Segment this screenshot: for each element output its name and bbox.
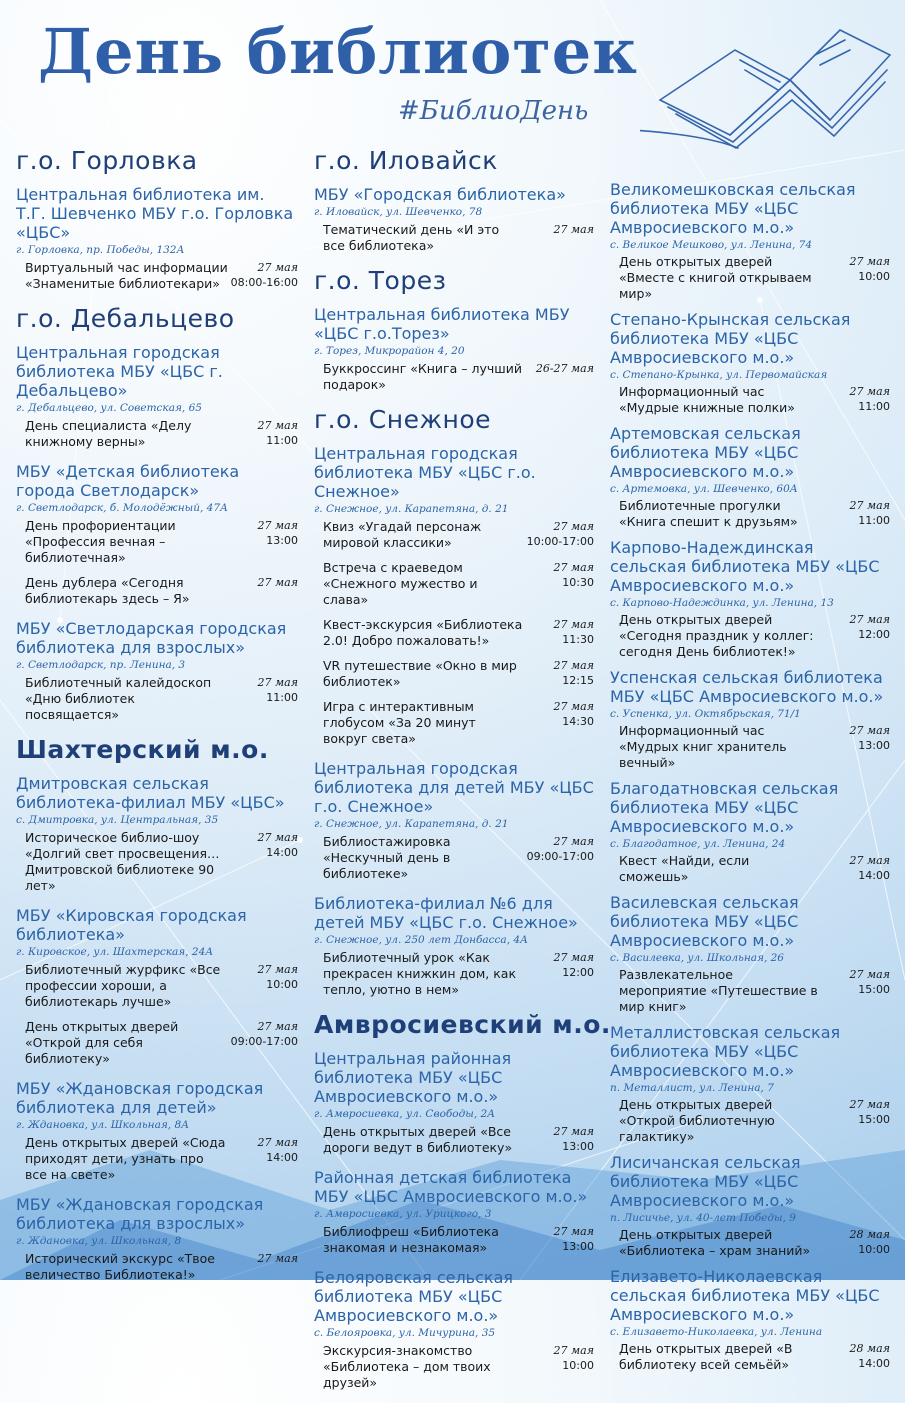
- event-date: 27 мая: [553, 659, 594, 672]
- event-time: 14:00: [858, 1357, 890, 1370]
- event-date: 27 мая: [849, 968, 890, 981]
- region-title: Шахтерский м.о.: [16, 735, 269, 764]
- event: [314, 560, 594, 608]
- event: [16, 1135, 298, 1183]
- region-title: г.о. Горловка: [16, 146, 198, 175]
- event-date: 27 мая: [553, 1225, 594, 1238]
- library-name: Карпово-Надеждинская сельская библиотека МБУ «ЦБС Амвросиевского м.о.»: [610, 538, 880, 595]
- event-date: 27 мая: [553, 520, 594, 533]
- event: [314, 519, 594, 551]
- event-date: 27 мая: [257, 261, 298, 274]
- library-address: с. Елизавето-Николаевка, ул. Ленина: [610, 1326, 823, 1338]
- event-title: Квиз «Угадай персонаж мировой классики»: [323, 519, 482, 550]
- event-time: 08:00-16:00: [230, 276, 298, 289]
- event-date: 27 мая: [849, 499, 890, 512]
- library: [610, 310, 890, 416]
- event: [610, 384, 890, 416]
- library-address: г. Ждановка, ул. Школьная, 8: [16, 1235, 182, 1247]
- event-time: 14:30: [562, 715, 594, 728]
- event-date: 27 мая: [849, 724, 890, 737]
- event-date: 27 мая: [257, 519, 298, 532]
- column-1: [16, 146, 298, 1295]
- event: [314, 361, 594, 393]
- event: [16, 962, 298, 1010]
- library-address: г. Торез, Микрорайон 4, 20: [314, 345, 465, 357]
- region-gorlovka: [16, 146, 298, 292]
- library-name: Центральная районная библиотека МБУ «ЦБС Амвросиевского м.о.»: [314, 1049, 512, 1106]
- event: [610, 1341, 890, 1373]
- event-title: Библиотечный журфикс «Все профессии хороши, а библиотекарь лучше»: [25, 962, 221, 1009]
- library-address: с. Карпово-Надеждинка, ул. Ленина, 13: [610, 597, 834, 609]
- open-book-icon: [640, 10, 895, 190]
- library-name: Библиотека-филиал №6 для детей МБУ «ЦБС г.о. Снежное»: [314, 894, 578, 932]
- event-time: 11:00: [858, 400, 890, 413]
- event-date: 27 мая: [849, 854, 890, 867]
- library-name: Лисичанская сельская библиотека МБУ «ЦБС Амвросиевского м.о.»: [610, 1153, 801, 1210]
- library-address: п. Лисичье, ул. 40-лет Победы, 9: [610, 1212, 796, 1224]
- library-name: МБУ «Ждановская городская библиотека для взрослых»: [16, 1195, 264, 1233]
- event-title: День открытых дверей «Сегодня праздник у коллег: сегодня День библиотек!»: [619, 612, 814, 659]
- library: [610, 779, 890, 885]
- event-date: 27 мая: [553, 561, 594, 574]
- event: [610, 967, 890, 1015]
- event: [16, 575, 298, 607]
- event: [16, 518, 298, 566]
- library-address: г. Кировское, ул. Шахтерская, 24А: [16, 946, 214, 958]
- library-address: с. Великое Мешково, ул. Ленина, 74: [610, 239, 813, 251]
- event-date: 27 мая: [257, 676, 298, 689]
- library: [16, 774, 298, 894]
- event: [16, 1019, 298, 1067]
- event: [610, 254, 890, 302]
- library: [16, 462, 298, 607]
- library-address: с. Дмитровка, ул. Центральная, 35: [16, 814, 219, 826]
- library: [610, 893, 890, 1015]
- library: [610, 538, 890, 660]
- event: [314, 1224, 594, 1256]
- library-address: п. Металлист, ул. Ленина, 7: [610, 1082, 774, 1094]
- event-title: День дублера «Сегодня библиотекарь здесь – Я»: [25, 575, 190, 606]
- event-date: 28 мая: [849, 1228, 890, 1241]
- library: [610, 424, 890, 530]
- event-time: 15:00: [858, 983, 890, 996]
- event-date: 27 мая: [257, 1136, 298, 1149]
- event: [610, 853, 890, 885]
- event-title: День специалиста «Делу книжному верны»: [25, 418, 192, 449]
- event: [16, 675, 298, 723]
- event-date: 27 мая: [257, 576, 298, 589]
- library-name: Центральная городская библиотека МБУ «ЦБС г.о. Снежное»: [314, 444, 536, 501]
- event-title: Библиотечный калейдоскоп «Дню библиотек посвящается»: [25, 675, 212, 722]
- event: [610, 498, 890, 530]
- region-ilovaisk: [314, 146, 594, 254]
- event-date: 27 мая: [553, 835, 594, 848]
- library-address: г. Снежное, ул. 250 лет Донбасса, 4А: [314, 934, 529, 946]
- library-name: Артемовская сельская библиотека МБУ «ЦБС Амвросиевского м.о.»: [610, 424, 801, 481]
- region-shakhtersk: [16, 735, 298, 1283]
- event-title: Буккроссинг «Книга – лучший подарок»: [323, 361, 522, 392]
- library: [16, 1079, 298, 1183]
- library-address: г. Амвросиевка, ул. Свободы, 2А: [314, 1108, 496, 1120]
- event-title: День открытых дверей «В библиотеку всей семьёй»: [619, 1341, 793, 1372]
- event: [314, 699, 594, 747]
- event-time: 12:00: [562, 966, 594, 979]
- event-title: VR путешествие «Окно в мир библиотек»: [323, 658, 517, 689]
- library: [16, 343, 298, 450]
- event: [16, 1251, 298, 1283]
- event-title: Встреча с краеведом «Снежного мужество и слава»: [323, 560, 478, 607]
- event-time: 10:00: [858, 270, 890, 283]
- column-2: [314, 146, 611, 1403]
- event-date: 27 мая: [849, 385, 890, 398]
- event-date: 27 мая: [553, 618, 594, 631]
- library: [16, 619, 298, 723]
- library-address: с. Благодатное, ул. Ленина, 24: [610, 838, 786, 850]
- event-title: Экскурсия-знакомство «Библиотека – дом твоих друзей»: [323, 1343, 491, 1390]
- event: [16, 830, 298, 894]
- event-title: Библиотечный урок «Как прекрасен книжкин дом, как тепло, уютно в нем»: [323, 950, 517, 997]
- library: [314, 305, 594, 393]
- library-address: г. Амвросиевка, ул. Урицкого, 3: [314, 1208, 492, 1220]
- library: [610, 668, 890, 771]
- event: [314, 1124, 594, 1156]
- library-name: Центральная городская библиотека МБУ «ЦБС г. Дебальцево»: [16, 343, 223, 400]
- library-name: МБУ «Детская библиотека города Светлодарск»: [16, 462, 240, 500]
- region-snezhnoe: [314, 405, 594, 998]
- region-amvrosievka: [314, 1010, 611, 1391]
- event-time: 10:00: [562, 1359, 594, 1372]
- event-title: День открытых дверей «Сюда приходят дети, узнать про все на свете»: [25, 1135, 226, 1182]
- library-name: МБУ «Городская библиотека»: [314, 185, 566, 204]
- library-address: с. Артемовка, ул. Шевченко, 60А: [610, 483, 798, 495]
- event-date: 27 мая: [257, 963, 298, 976]
- library-name: Центральная городская библиотека для детей МБУ «ЦБС г.о. Снежное»: [314, 759, 594, 816]
- region-debaltsevo: [16, 304, 298, 723]
- event-title: Библиотечные прогулки «Книга спешит к друзьям»: [619, 498, 798, 529]
- event-date: 27 мая: [849, 255, 890, 268]
- event-date: 27 мая: [553, 700, 594, 713]
- library: [610, 1023, 890, 1145]
- library-address: г. Светлодарск, пр. Ленина, 3: [16, 659, 186, 671]
- library: [610, 1153, 890, 1259]
- event: [314, 617, 594, 649]
- event-time: 14:00: [266, 846, 298, 859]
- event-title: Тематический день «И это все библиотека»: [323, 222, 500, 253]
- event-date: 27 мая: [553, 223, 594, 236]
- region-torez: [314, 266, 594, 393]
- library: [314, 185, 594, 254]
- library-name: Великомешковская сельская библиотека МБУ «ЦБС Амвросиевского м.о.»: [610, 180, 856, 237]
- event-title: Историческое библио-шоу «Долгий свет просвещения… Дмитровской библиотеке 90 лет»: [25, 830, 220, 893]
- event-title: День открытых дверей «Все дороги ведут в библиотеку»: [323, 1124, 513, 1155]
- event-title: День профориентации «Профессия вечная – библиотечная»: [25, 518, 176, 565]
- event-time: 14:00: [858, 869, 890, 882]
- library: [314, 759, 594, 882]
- region-title: г.о. Торез: [314, 266, 447, 295]
- event-title: Информационный час «Мудрые книжные полки»: [619, 384, 795, 415]
- event: [610, 1097, 890, 1145]
- event-time: 11:00: [266, 434, 298, 447]
- library-address: г. Горловка, пр. Победы, 132А: [16, 244, 185, 256]
- library-address: г. Снежное, ул. Карапетяна, д. 21: [314, 818, 509, 830]
- event-title: День открытых дверей «Библиотека – храм знаний»: [619, 1227, 811, 1258]
- library-address: г. Снежное, ул. Карапетяна, д. 21: [314, 503, 509, 515]
- library: [16, 185, 298, 292]
- event: [610, 612, 890, 660]
- event: [610, 1227, 890, 1259]
- library-address: с. Степано-Крынка, ул. Первомайская: [610, 369, 828, 381]
- event-title: День открытых дверей «Открой для себя библиотеку»: [25, 1019, 179, 1066]
- library-address: с. Успенка, ул. Октябрьская, 71/1: [610, 708, 801, 720]
- region-title: г.о. Дебальцево: [16, 304, 235, 333]
- event-time: 10:00: [266, 978, 298, 991]
- event-title: День открытых дверей «Открой библиотечную галактику»: [619, 1097, 775, 1144]
- event: [314, 834, 594, 882]
- region-amvrosievka-continued: [610, 180, 890, 1373]
- library-address: с. Белояровка, ул. Мичурина, 35: [314, 1327, 496, 1339]
- region-title: г.о. Снежное: [314, 405, 491, 434]
- event-time: 09:00-17:00: [526, 850, 594, 863]
- library-address: г. Ждановка, ул. Школьная, 8А: [16, 1119, 190, 1131]
- event-time: 13:00: [562, 1140, 594, 1153]
- event-time: 10:00: [858, 1243, 890, 1256]
- library: [314, 1268, 594, 1391]
- event-date: 27 мая: [257, 831, 298, 844]
- library: [314, 1168, 594, 1256]
- library-name: Центральная библиотека им. Т.Г. Шевченко МБУ г.о. Горловка «ЦБС»: [16, 185, 294, 242]
- event: [314, 1343, 594, 1391]
- event-title: Библиостажировка «Нескучный день в библиотеке»: [323, 834, 451, 881]
- event-time: 11:30: [562, 633, 594, 646]
- event-time: 13:00: [266, 534, 298, 547]
- event-date: 27 мая: [849, 1098, 890, 1111]
- event-date: 26-27 мая: [535, 362, 594, 375]
- event-date: 27 мая: [849, 613, 890, 626]
- event-time: 14:00: [266, 1151, 298, 1164]
- event-date: 28 мая: [849, 1342, 890, 1355]
- library-address: г. Иловайск, ул. Шевченко, 78: [314, 206, 483, 218]
- event: [610, 723, 890, 771]
- library-name: МБУ «Ждановская городская библиотека для детей»: [16, 1079, 264, 1117]
- event-title: Развлекательное мероприятие «Путешествие в мир книг»: [619, 967, 818, 1014]
- library-name: Металлистовская сельская библиотека МБУ «ЦБС Амвросиевского м.о.»: [610, 1023, 841, 1080]
- event-date: 27 мая: [553, 951, 594, 964]
- library-name: Василевская сельская библиотека МБУ «ЦБС Амвросиевского м.о.»: [610, 893, 799, 950]
- event-date: 27 мая: [257, 419, 298, 432]
- hashtag: #БиблиоДень: [398, 96, 589, 126]
- event-time: 11:00: [266, 691, 298, 704]
- event-title: Библиофреш «Библиотека знакомая и незнакомая»: [323, 1224, 499, 1255]
- event-date: 27 мая: [257, 1252, 298, 1265]
- event: [314, 658, 594, 690]
- library: [314, 444, 594, 747]
- library-name: Дмитровская сельская библиотека-филиал МБУ «ЦБС»: [16, 774, 285, 812]
- library: [16, 906, 298, 1067]
- event-time: 10:30: [562, 576, 594, 589]
- library-name: МБУ «Светлодарская городская библиотека для взрослых»: [16, 619, 287, 657]
- event-date: 27 мая: [553, 1125, 594, 1138]
- event-title: Квест «Найди, если сможешь»: [619, 853, 750, 884]
- library-name: Районная детская библиотека МБУ «ЦБС Амвросиевского м.о.»: [314, 1168, 588, 1206]
- library-address: с. Василевка, ул. Школьная, 26: [610, 952, 784, 964]
- library: [314, 1049, 594, 1156]
- event: [16, 260, 298, 292]
- library-name: Елизавето-Николаевская сельская библиотека МБУ «ЦБС Амвросиевского м.о.»: [610, 1267, 880, 1324]
- event-date: 27 мая: [553, 1344, 594, 1357]
- event-title: Игра с интерактивным глобусом «За 20 минут вокруг света»: [323, 699, 476, 746]
- event-time: 15:00: [858, 1113, 890, 1126]
- column-3: [610, 180, 890, 1381]
- library-name: Центральная библиотека МБУ «ЦБС г.о.Торез»: [314, 305, 570, 343]
- region-title: Амвросиевский м.о.: [314, 1010, 611, 1039]
- event-title: Информационный час «Мудрых книг хранитель вечный»: [619, 723, 787, 770]
- library-address: г. Дебальцево, ул. Советская, 65: [16, 402, 202, 414]
- event-time: 12:00: [858, 628, 890, 641]
- event-time: 13:00: [858, 739, 890, 752]
- event-time: 10:00-17:00: [526, 535, 594, 548]
- event-time: 11:00: [858, 514, 890, 527]
- event-time: 12:15: [562, 674, 594, 687]
- event: [314, 950, 594, 998]
- library-address: г. Светлодарск, б. Молодёжный, 47А: [16, 502, 228, 514]
- event-time: 09:00-17:00: [230, 1035, 298, 1048]
- event-title: День открытых дверей «Вместе с книгой открываем мир»: [619, 254, 812, 301]
- library-name: Белояровская сельская библиотека МБУ «ЦБС Амвросиевского м.о.»: [314, 1268, 513, 1325]
- event: [314, 222, 594, 254]
- event-title: Исторический экскурс «Твое величество Библиотека!»: [25, 1251, 215, 1282]
- library: [610, 1267, 890, 1373]
- library-name: Успенская сельская библиотека МБУ «ЦБС Амвросиевского м.о.»: [610, 668, 884, 706]
- library-name: МБУ «Кировская городская библиотека»: [16, 906, 247, 944]
- event-title: Виртуальный час информации «Знаменитые библиотекари»: [25, 260, 228, 291]
- event-date: 27 мая: [257, 1020, 298, 1033]
- event: [16, 418, 298, 450]
- page-title: День библиотек: [38, 15, 639, 88]
- library: [314, 894, 594, 998]
- library-name: Степано-Крынская сельская библиотека МБУ «ЦБС Амвросиевского м.о.»: [610, 310, 851, 367]
- library-name: Благодатновская сельская библиотека МБУ «ЦБС Амвросиевского м.о.»: [610, 779, 839, 836]
- region-title: г.о. Иловайск: [314, 146, 498, 175]
- library: [16, 1195, 298, 1283]
- event-time: 13:00: [562, 1240, 594, 1253]
- library: [610, 180, 890, 302]
- event-title: Квест-экскурсия «Библиотека 2.0! Добро пожаловать!»: [323, 617, 523, 648]
